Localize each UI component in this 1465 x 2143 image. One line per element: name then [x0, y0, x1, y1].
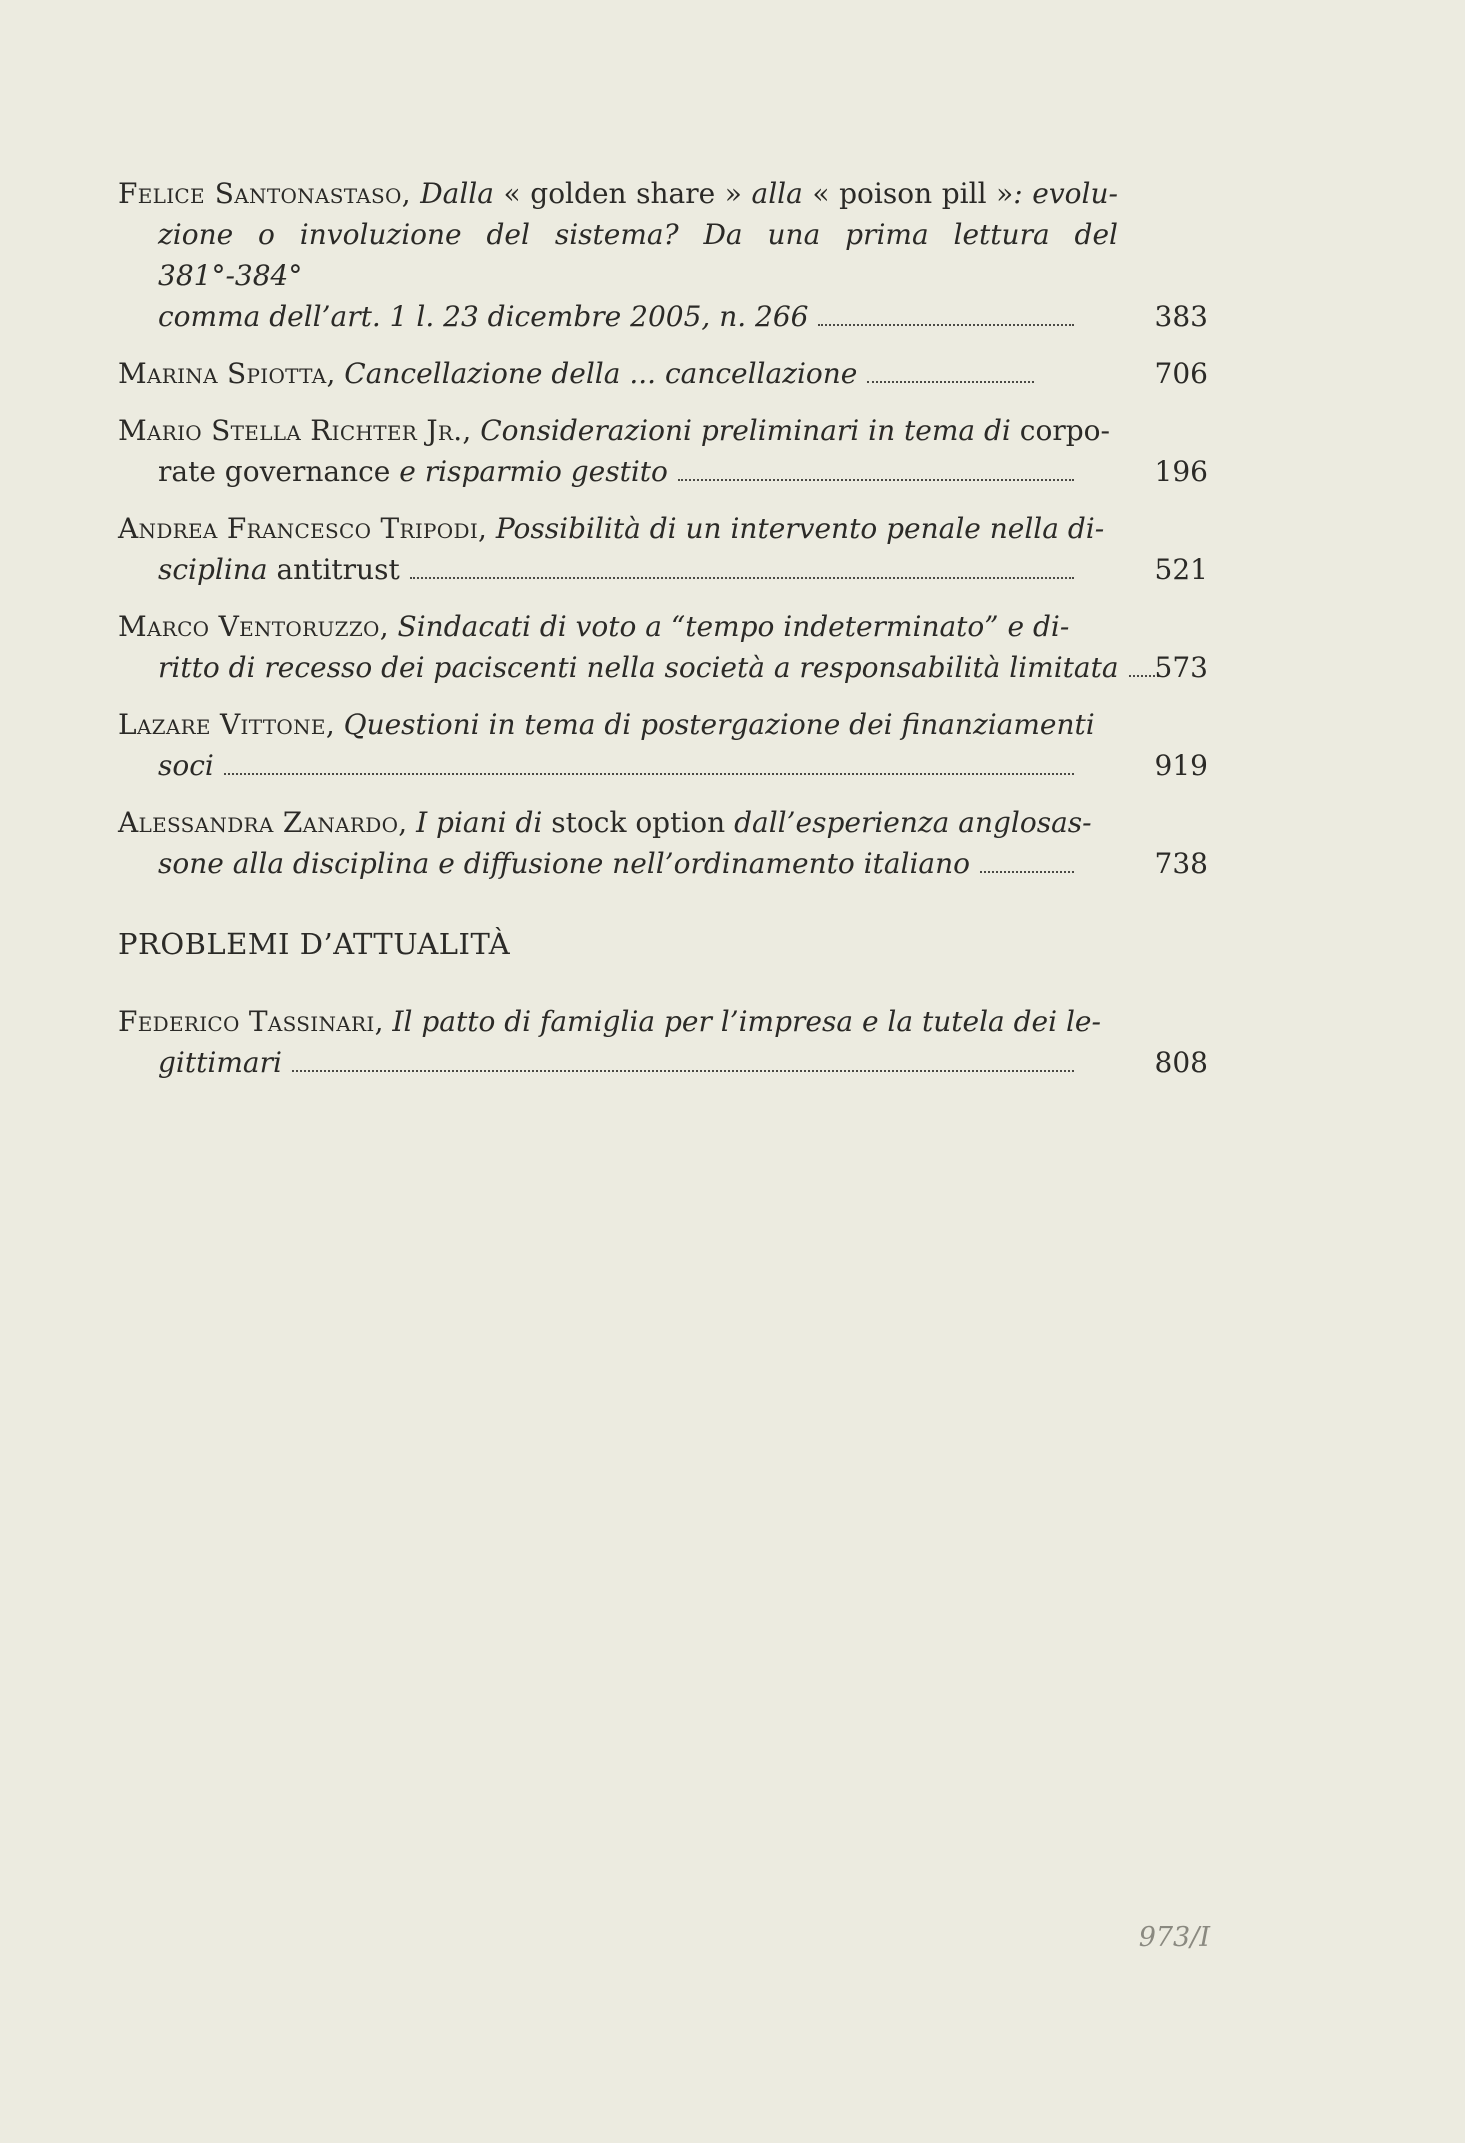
title-fragment: rate governance	[158, 455, 391, 488]
title-fragment: comma dell’art. 1 l. 23 dicembre 2005, n. 266	[158, 300, 809, 333]
entry-author: Alessandra Zanardo	[118, 806, 399, 839]
title-fragment: Considerazioni preliminari in tema di	[480, 414, 1011, 447]
entry-last-line-text	[158, 451, 668, 492]
toc-entry	[118, 353, 1208, 394]
page-folio: 973/I	[1138, 1922, 1210, 1953]
title-fragment: « golden share »	[493, 177, 752, 210]
entry-last-line	[158, 451, 1078, 492]
entry-text: Alessandra Zanardo, I piani di stock option dall’esperienza anglosas-	[118, 806, 1092, 839]
title-fragment: stock option	[542, 806, 735, 839]
toc-entry	[118, 410, 1208, 492]
entry-author: Felice Santonastaso	[118, 177, 402, 210]
entry-page-number: 808	[1154, 1046, 1208, 1079]
toc-entry	[118, 802, 1208, 884]
entry-author: Federico Tassinari	[118, 1005, 375, 1038]
title-fragment: Sindacati di voto a “tempo indeterminato” e di-	[397, 610, 1070, 643]
toc-entry	[118, 606, 1208, 688]
title-fragment: dall’esperienza anglosas-	[734, 806, 1092, 839]
title-fragment: zione o involuzione del sistema? Da una prima lettura del 381°-384°	[158, 218, 1118, 292]
title-fragment: soci	[158, 749, 214, 782]
dot-leader	[678, 479, 1074, 481]
entry-last-line-text	[158, 1042, 282, 1083]
toc-entry	[118, 704, 1208, 786]
dot-leader	[818, 324, 1074, 326]
entry-last-line-text	[158, 647, 1119, 688]
entry-author: Marco Ventoruzzo	[118, 610, 380, 643]
entry-last-line-text	[158, 296, 808, 337]
title-fragment: ritto di recesso dei paciscenti nella società a responsabilità limitata	[158, 651, 1119, 684]
entry-page-number: 196	[1154, 455, 1208, 488]
title-fragment: sciplina	[158, 553, 268, 586]
entry-last-line-text	[158, 745, 214, 786]
entry-last-line	[158, 296, 1078, 337]
entry-text: Mario Stella Richter Jr., Considerazioni preliminari in tema di corpo-	[118, 414, 1110, 447]
title-fragment: gittimari	[158, 1046, 282, 1079]
entry-text: Lazare Vittone, Questioni in tema di postergazione dei finanziamenti	[118, 708, 1095, 741]
entry-last-line-text: Marina Spiotta, Cancellazione della ... cancellazione	[118, 357, 858, 390]
section-entries	[118, 1001, 1208, 1083]
entry-page-number: 706	[1154, 357, 1208, 390]
entry-text: Marco Ventoruzzo, Sindacati di voto a “tempo indeterminato” e di-	[118, 610, 1070, 643]
entry-last-line	[118, 353, 1038, 394]
entry-last-line	[158, 745, 1078, 786]
table-of-contents	[118, 173, 1208, 1099]
entry-page-number: 521	[1154, 553, 1208, 586]
title-fragment: Il patto di famiglia per l’impresa e la tutela dei le-	[392, 1005, 1101, 1038]
title-fragment: Dalla	[420, 177, 494, 210]
dot-leader	[224, 773, 1074, 775]
entry-last-line-text	[158, 549, 400, 590]
title-fragment: alla	[751, 177, 803, 210]
title-fragment: corpo-	[1010, 414, 1110, 447]
entry-page-number: 738	[1154, 847, 1208, 880]
entry-text: Andrea Francesco Tripodi, Possibilità di un intervento penale nella di-	[118, 512, 1105, 545]
dot-leader	[410, 577, 1074, 579]
entry-page-number: 383	[1154, 300, 1208, 333]
dot-leader	[292, 1070, 1074, 1072]
title-fragment: « poison pill »	[802, 177, 1014, 210]
title-fragment: Possibilità di un intervento penale nella di-	[495, 512, 1105, 545]
entry-author: Lazare Vittone	[118, 708, 326, 741]
entry-author: Marina Spiotta	[118, 357, 327, 390]
title-fragment: sone alla disciplina e diffusione nell’ordinamento italiano	[158, 847, 970, 880]
entry-author: Mario Stella Richter Jr.	[118, 414, 463, 447]
entry-text: Federico Tassinari, Il patto di famiglia per l’impresa e la tutela dei le-	[118, 1005, 1101, 1038]
title-fragment: antitrust	[267, 553, 400, 586]
dot-leader	[867, 381, 1034, 383]
toc-entry	[118, 173, 1208, 337]
entry-text: Felice Santonastaso, Dalla « golden share » alla « poison pill »: evolu- zione o involuzione del sistema? Da una prima lettura del 381°-384°	[118, 177, 1118, 292]
dot-leader	[980, 871, 1074, 873]
entry-last-line	[158, 843, 1078, 884]
title-fragment: e risparmio gestito	[390, 455, 668, 488]
toc-entries	[118, 173, 1208, 884]
title-fragment: Questioni in tema di postergazione dei finanziamenti	[343, 708, 1095, 741]
entry-author: Andrea Francesco Tripodi	[118, 512, 479, 545]
title-fragment: I piani di	[416, 806, 543, 839]
entry-page-number: 919	[1154, 749, 1208, 782]
entry-last-line-text	[158, 843, 970, 884]
section-heading: PROBLEMI D’ATTUALITÀ	[118, 927, 511, 961]
toc-entry	[118, 1001, 1208, 1083]
title-fragment: : evolu-	[1013, 177, 1118, 210]
toc-entry	[118, 508, 1208, 590]
entry-last-line	[158, 549, 1078, 590]
entry-last-line	[158, 647, 1119, 688]
title-fragment: Cancellazione della ... cancellazione	[344, 357, 858, 390]
entry-page-number: 573	[1154, 651, 1208, 684]
entry-last-line	[158, 1042, 1078, 1083]
